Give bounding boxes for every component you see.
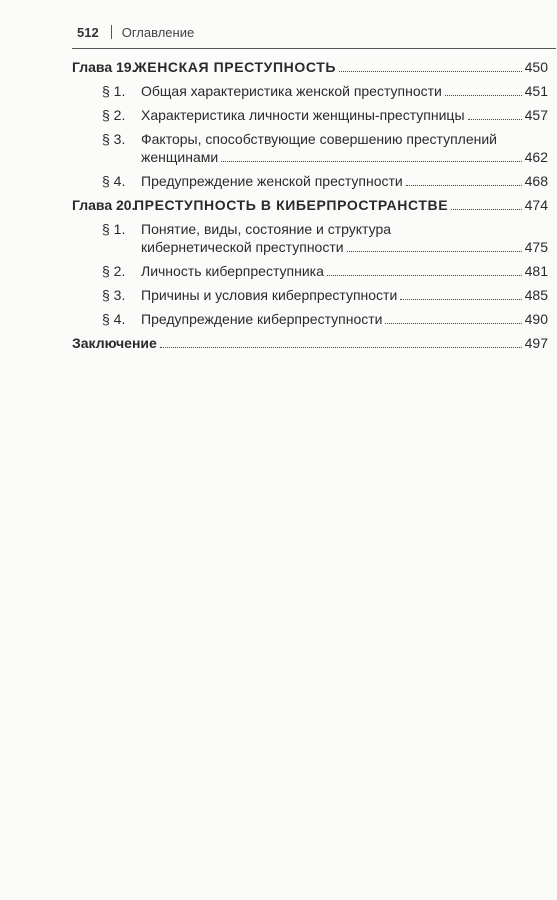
toc-section-20-1[interactable]: [72, 220, 548, 256]
chapter-page: 450: [524, 59, 548, 75]
section-number: § 3.: [102, 287, 126, 303]
section-number: § 4.: [102, 173, 126, 189]
dot-leader: [160, 346, 522, 348]
section-title: Общая характеристика женской преступности: [141, 83, 442, 99]
section-number: § 2.: [102, 107, 126, 123]
section-page: 481: [524, 263, 548, 279]
section-number: § 4.: [102, 311, 126, 327]
chapter-title: ПРЕСТУПНОСТЬ В КИБЕРПРОСТРАНСТВЕ: [134, 197, 449, 213]
header-separator: [111, 25, 112, 39]
section-title-line-1: Понятие, виды, состояние и структура: [141, 221, 392, 237]
dot-leader: [468, 118, 522, 120]
section-number: § 1.: [102, 83, 126, 99]
section-page: 451: [524, 83, 548, 99]
section-title: Предупреждение женской преступности: [141, 173, 403, 189]
toc-chapter-20[interactable]: [72, 196, 548, 214]
chapter-label: Глава 19.: [72, 59, 136, 75]
dot-leader: [339, 70, 522, 72]
dot-leader: [400, 298, 521, 300]
section-number: § 1.: [102, 221, 126, 237]
dot-leader: [406, 184, 522, 186]
section-title-line-2: кибернетической преступности: [141, 239, 344, 255]
dot-leader: [451, 208, 521, 210]
toc-section-19-2[interactable]: [72, 106, 548, 124]
section-number: § 2.: [102, 263, 126, 279]
section-title: Предупреждение киберпреступности: [141, 311, 383, 327]
section-title: Характеристика личности женщины-преступницы: [141, 107, 465, 123]
toc-section-20-4[interactable]: [72, 310, 548, 328]
dot-leader: [347, 250, 522, 252]
chapter-page: 474: [524, 197, 548, 213]
conclusion-page: 497: [524, 335, 548, 351]
section-page: 475: [524, 239, 548, 255]
section-title-line-2: женщинами: [141, 149, 219, 165]
toc-section-19-1[interactable]: [72, 82, 548, 100]
table-of-contents: [72, 58, 548, 352]
running-header-title: Оглавление: [121, 24, 195, 40]
chapter-title: ЖЕНСКАЯ ПРЕСТУПНОСТЬ: [134, 59, 337, 75]
toc-section-20-3[interactable]: [72, 286, 548, 304]
toc-section-19-3[interactable]: [72, 130, 548, 166]
running-header: [77, 22, 194, 42]
header-rule: [72, 48, 556, 49]
toc-chapter-19[interactable]: [72, 58, 548, 76]
conclusion-title: Заключение: [72, 335, 157, 351]
dot-leader: [385, 322, 521, 324]
dot-leader: [221, 160, 521, 162]
section-title-line-1: Факторы, способствующие совершению преступлений: [141, 131, 497, 147]
section-page: 485: [524, 287, 548, 303]
section-page: 490: [524, 311, 548, 327]
chapter-label: Глава 20.: [72, 197, 136, 213]
section-page: 468: [524, 173, 548, 189]
page-number: 512: [77, 24, 99, 40]
section-number: § 3.: [102, 131, 126, 147]
dot-leader: [327, 274, 522, 276]
section-title: Причины и условия киберпреступности: [141, 287, 398, 303]
toc-section-20-2[interactable]: [72, 262, 548, 280]
toc-section-19-4[interactable]: [72, 172, 548, 190]
dot-leader: [445, 94, 522, 96]
section-page: 457: [524, 107, 548, 123]
section-title: Личность киберпреступника: [141, 263, 324, 279]
toc-conclusion[interactable]: [72, 334, 548, 352]
section-page: 462: [524, 149, 548, 165]
